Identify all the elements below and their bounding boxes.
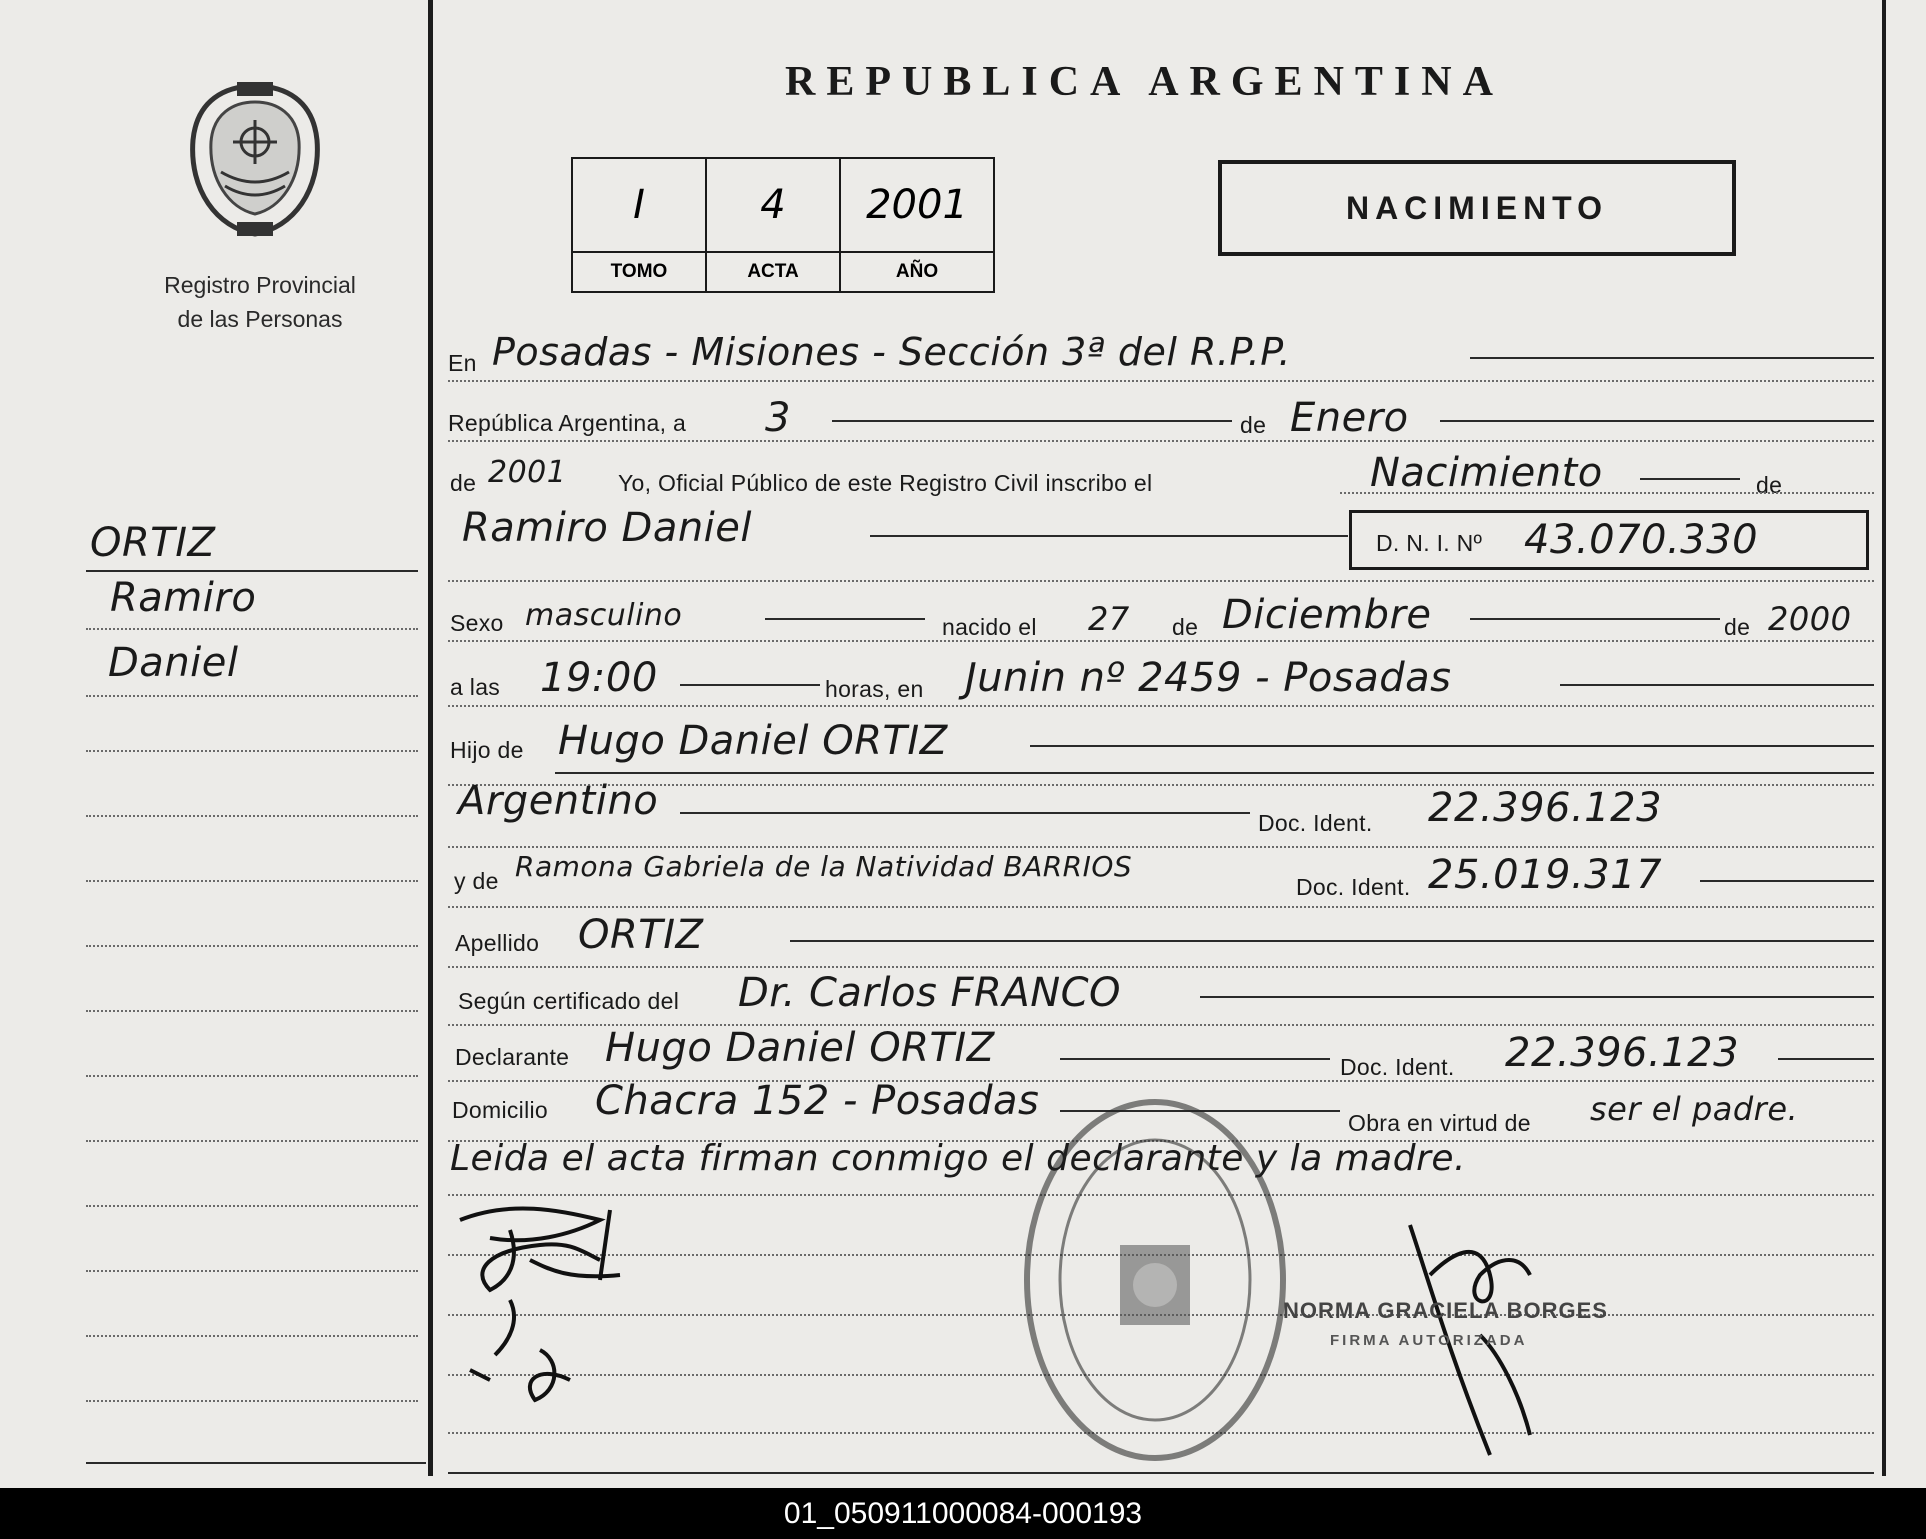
- document-type: NACIMIENTO: [1345, 189, 1609, 226]
- margin-dotted-line: [86, 695, 418, 697]
- sexo-label: Sexo: [450, 610, 504, 636]
- dotted-line: [448, 640, 1874, 642]
- declarant-signature-icon: [450, 1190, 680, 1420]
- margin-dotted-line: [86, 1010, 418, 1012]
- year-value: 2001: [488, 455, 567, 490]
- republica-label: República Argentina, a: [448, 410, 687, 436]
- declarante-value: Hugo Daniel ORTIZ: [605, 1025, 995, 1071]
- tomo-label: TOMO: [572, 252, 706, 292]
- registration-table: [571, 157, 995, 293]
- margin-dotted-line: [86, 880, 418, 882]
- margin-dotted-line: [86, 1335, 418, 1337]
- certificado-label: Según certificado del: [458, 988, 680, 1014]
- margin-first-name: Ramiro: [110, 575, 257, 621]
- name-value: Ramiro Daniel: [462, 505, 753, 551]
- birth-de-label: de: [1172, 614, 1199, 640]
- fill-line: [1470, 357, 1874, 359]
- fill-line: [1030, 745, 1874, 747]
- margin-line: [86, 570, 418, 572]
- document-title: REPUBLICA ARGENTINA: [785, 59, 1504, 105]
- hora-value: 19:00: [540, 655, 658, 701]
- domicilio-value: Chacra 152 - Posadas: [595, 1078, 1040, 1124]
- dotted-line: [448, 966, 1874, 968]
- month-de-label: de: [1240, 412, 1267, 438]
- registry-name-line1: Registro Provincial: [164, 272, 356, 298]
- dotted-line: [448, 705, 1874, 707]
- alas-label: a las: [450, 674, 501, 700]
- margin-dotted-line: [86, 1270, 418, 1272]
- dotted-line: [1340, 492, 1874, 494]
- year-de-label: de: [450, 470, 477, 496]
- madre-doc-value: 25.019.317: [1428, 852, 1663, 898]
- declarante-label: Declarante: [455, 1044, 570, 1070]
- dotted-line: [448, 906, 1874, 908]
- madre-value: Ramona Gabriela de la Natividad BARRIOS: [515, 850, 1133, 883]
- ano-value: 2001: [840, 158, 994, 252]
- dotted-line: [448, 440, 1874, 442]
- column-divider-right: [1882, 0, 1886, 1476]
- padre-doc-value: 22.396.123: [1428, 785, 1663, 831]
- fill-line: [1470, 618, 1720, 620]
- dotted-line: [448, 846, 1874, 848]
- bottom-line: [448, 1472, 1874, 1474]
- margin-surname: ORTIZ: [90, 520, 216, 566]
- obra-value: ser el padre.: [1590, 1090, 1799, 1128]
- fill-line: [790, 940, 1874, 942]
- fill-line: [765, 618, 925, 620]
- tomo-value: I: [572, 158, 706, 252]
- day-value: 3: [765, 395, 791, 441]
- provincial-coat-of-arms-icon: [185, 80, 325, 240]
- fill-line: [555, 772, 1874, 774]
- dni-value: 43.070.330: [1524, 517, 1759, 563]
- registry-seal-icon: [1020, 1095, 1290, 1465]
- dni-label: D. N. I. Nº: [1376, 530, 1483, 556]
- margin-bottom-line: [86, 1462, 426, 1464]
- margin-dotted-line: [86, 628, 418, 630]
- acta-label: ACTA: [706, 252, 840, 292]
- margin-middle-name: Daniel: [108, 640, 239, 686]
- lugar-value: Junin nº 2459 - Posadas: [965, 655, 1452, 701]
- horas-label: horas, en: [825, 676, 924, 702]
- margin-dotted-line: [86, 1205, 418, 1207]
- padre-nacionalidad: Argentino: [458, 778, 659, 824]
- dotted-line: [448, 380, 1874, 382]
- padre-value: Hugo Daniel ORTIZ: [558, 718, 948, 764]
- birth-year: 2000: [1768, 600, 1852, 638]
- yde-label: y de: [454, 868, 499, 894]
- birth-day: 27: [1088, 600, 1130, 638]
- madre-doc-label: Doc. Ident.: [1296, 874, 1411, 900]
- closing-text: Leida el acta firman conmigo el declarante y la madre.: [450, 1138, 1466, 1179]
- fill-line: [1060, 1058, 1330, 1060]
- ano-label: AÑO: [840, 252, 994, 292]
- column-divider-left: [428, 0, 433, 1476]
- fill-line: [1778, 1058, 1874, 1060]
- hijo-label: Hijo de: [450, 737, 524, 763]
- document-type-box: [1218, 160, 1736, 256]
- declarante-doc-value: 22.396.123: [1505, 1030, 1740, 1076]
- dotted-line: [448, 580, 1874, 582]
- certificado-value: Dr. Carlos FRANCO: [738, 970, 1122, 1016]
- margin-dotted-line: [86, 1075, 418, 1077]
- fill-line: [1200, 996, 1874, 998]
- domicilio-label: Domicilio: [452, 1097, 548, 1123]
- fill-line: [680, 812, 1250, 814]
- fill-line: [1640, 478, 1740, 480]
- acta-value: 4: [706, 158, 840, 252]
- padre-doc-label: Doc. Ident.: [1258, 810, 1373, 836]
- sexo-value: masculino: [525, 598, 683, 633]
- obra-label: Obra en virtud de: [1348, 1110, 1531, 1136]
- month-value: Enero: [1290, 395, 1409, 441]
- nacido-label: nacido el: [942, 614, 1037, 640]
- margin-dotted-line: [86, 945, 418, 947]
- footer-code: 01_050911000084-000193: [783, 1496, 1143, 1530]
- declarante-doc-label: Doc. Ident.: [1340, 1054, 1455, 1080]
- birth-year-de-label: de: [1724, 614, 1751, 640]
- official-role: FIRMA AUTORIZADA: [1330, 1332, 1528, 1349]
- official-name: NORMA GRACIELA BORGES: [1283, 1298, 1608, 1323]
- en-label: En: [448, 350, 477, 376]
- margin-dotted-line: [86, 1140, 418, 1142]
- fill-line: [832, 420, 1232, 422]
- registry-name-line2: de las Personas: [177, 306, 343, 332]
- registry-name: [120, 268, 400, 336]
- apellido-value: ORTIZ: [578, 912, 704, 958]
- fill-line: [1700, 880, 1874, 882]
- apellido-label: Apellido: [455, 930, 540, 956]
- fill-line: [1560, 684, 1874, 686]
- dni-box: [1349, 510, 1869, 570]
- acto-value: Nacimiento: [1370, 450, 1603, 496]
- margin-dotted-line: [86, 750, 418, 752]
- acto-de-label: de: [1756, 472, 1783, 498]
- fill-line: [1440, 420, 1874, 422]
- en-value: Posadas - Misiones - Sección 3ª del R.P.P.: [492, 330, 1291, 374]
- oficial-text: Yo, Oficial Público de este Registro Civil inscribo el: [618, 470, 1153, 496]
- birth-month: Diciembre: [1222, 592, 1432, 638]
- fill-line: [870, 535, 1348, 537]
- margin-dotted-line: [86, 815, 418, 817]
- margin-dotted-line: [86, 1400, 418, 1402]
- fill-line: [680, 684, 820, 686]
